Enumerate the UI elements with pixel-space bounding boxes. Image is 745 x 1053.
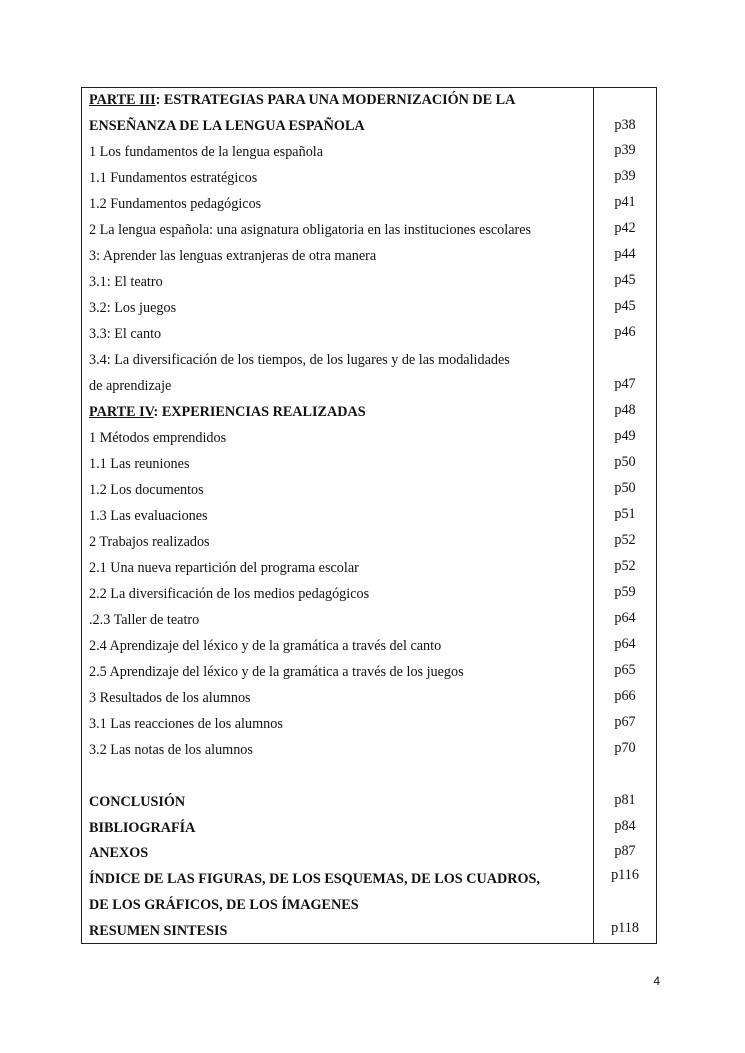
toc-page-number: p45 [614, 272, 636, 288]
toc-entry-text: 1.1 Las reuniones [89, 456, 190, 472]
toc-page-number: p59 [614, 584, 636, 600]
toc-page-number: p81 [614, 792, 636, 808]
toc-entry-text: 3.4: La diversificación de los tiempos, de los lugares y de las modalidades [89, 352, 510, 368]
toc-page-number: p118 [611, 920, 639, 936]
toc-page-number: p52 [614, 532, 636, 548]
toc-page-number: p66 [614, 688, 636, 704]
toc-entry-text: 2 Trabajos realizados [89, 534, 210, 550]
toc-entry [82, 556, 656, 582]
toc-page-number: p50 [614, 480, 636, 496]
toc-page-number: p41 [614, 194, 636, 210]
toc-page-number: p64 [614, 610, 636, 626]
toc-entry-part3-line2 [82, 114, 656, 140]
toc-entry-text: 2.1 Una nueva repartición del programa escolar [89, 560, 359, 576]
toc-entry-anexos [82, 841, 656, 867]
toc-entry [82, 452, 656, 478]
part3-prefix: PARTE III [89, 92, 156, 108]
toc-entry [82, 218, 656, 244]
toc-page-number: p65 [614, 662, 636, 678]
toc-page-number: p49 [614, 428, 636, 444]
part3-title-line1: : ESTRATEGIAS PARA UNA MODERNIZACIÓN DE LA [155, 92, 516, 108]
toc-page-number: p64 [614, 636, 636, 652]
toc-page-number: p46 [614, 324, 636, 340]
toc-page-number: p38 [614, 117, 636, 133]
toc-page-number: p67 [614, 714, 636, 730]
toc-page-number: p39 [614, 142, 636, 158]
toc-entry [82, 582, 656, 608]
toc-entry-text: ANEXOS [89, 845, 149, 861]
table-of-contents [81, 87, 657, 944]
toc-entry-text: 3 Resultados de los alumnos [89, 690, 251, 706]
toc-entry-line2 [82, 374, 656, 400]
part4-title: : EXPERIENCIAS REALIZADAS [153, 404, 366, 420]
toc-entry [82, 270, 656, 296]
toc-page-number: p44 [614, 246, 636, 262]
toc-entry [82, 712, 656, 738]
toc-page-number: p42 [614, 220, 636, 236]
toc-page-number: p116 [611, 867, 639, 883]
toc-entry [82, 478, 656, 504]
toc-entry [82, 426, 656, 452]
toc-page-number: p39 [614, 168, 636, 184]
toc-entry-text: ÍNDICE DE LAS FIGURAS, DE LOS ESQUEMAS, DE LOS CUADROS, [89, 871, 540, 887]
toc-page-number: p47 [614, 376, 636, 392]
toc-entry-text: 1 Métodos emprendidos [89, 430, 227, 446]
toc-entry-text: RESUMEN SINTESIS [89, 923, 228, 939]
toc-entry [82, 738, 656, 764]
toc-entry-text: 1.1 Fundamentos estratégicos [89, 170, 258, 186]
toc-entry-text [89, 90, 515, 110]
toc-entry-text: 3.1 Las reacciones de los alumnos [89, 716, 283, 732]
toc-page-number: p52 [614, 558, 636, 574]
toc-page-number: p70 [614, 740, 636, 756]
toc-entry-text: de aprendizaje [89, 378, 172, 394]
toc-entry-text: 2.2 La diversificación de los medios pedagógicos [89, 586, 370, 602]
toc-entry-text: DE LOS GRÁFICOS, DE LOS ÍMAGENES [89, 897, 359, 913]
toc-entry [82, 660, 656, 686]
toc-entry-text [89, 402, 366, 422]
toc-page-number: p48 [614, 402, 636, 418]
toc-entry-part4 [82, 400, 656, 426]
toc-entry-text: 1.3 Las evaluaciones [89, 508, 208, 524]
toc-entry-text: .2.3 Taller de teatro [89, 612, 200, 628]
toc-entry-text: 1 Los fundamentos de la lengua española [89, 144, 324, 160]
toc-entry-text: 3: Aprender las lenguas extranjeras de otra manera [89, 248, 377, 264]
toc-page-number: p45 [614, 298, 636, 314]
part4-prefix: PARTE IV [89, 404, 154, 420]
toc-entry [82, 166, 656, 192]
toc-page-number: p51 [614, 506, 636, 522]
toc-entry-resumen [82, 919, 656, 945]
toc-entry [82, 504, 656, 530]
toc-entry-indice-line1 [82, 867, 656, 893]
part3-title-line2: ENSEÑANZA DE LA LENGUA ESPAÑOLA [89, 118, 365, 134]
toc-page-number: p50 [614, 454, 636, 470]
toc-page-number: p87 [614, 843, 636, 859]
toc-entry-text: 1.2 Los documentos [89, 482, 204, 498]
toc-entry [82, 608, 656, 634]
toc-entry-text: 3.2: Los juegos [89, 300, 177, 316]
toc-entry-part3-line1 [82, 88, 656, 114]
toc-page-number: p84 [614, 818, 636, 834]
toc-entry-line1 [82, 348, 656, 374]
toc-entry [82, 140, 656, 166]
toc-entry-bibliografia [82, 816, 656, 842]
toc-entry [82, 244, 656, 270]
toc-entry [82, 296, 656, 322]
toc-entry-text: 3.2 Las notas de los alumnos [89, 742, 253, 758]
toc-entry [82, 322, 656, 348]
toc-entry [82, 192, 656, 218]
toc-entry-text: 2.4 Aprendizaje del léxico y de la gramática a través del canto [89, 638, 442, 654]
toc-entry-text: 1.2 Fundamentos pedagógicos [89, 196, 262, 212]
toc-entry-text: 3.3: El canto [89, 326, 162, 342]
toc-entry [82, 530, 656, 556]
toc-entry-text: BIBLIOGRAFÍA [89, 820, 196, 836]
toc-entry [82, 686, 656, 712]
toc-entry-text: 2 La lengua española: una asignatura obligatoria en las instituciones escolares [89, 222, 532, 238]
page-number: 4 [653, 974, 660, 988]
toc-entry-indice-line2 [82, 893, 656, 919]
toc-entry-text: 3.1: El teatro [89, 274, 163, 290]
toc-entry-conclusion [82, 790, 656, 816]
toc-entry [82, 634, 656, 660]
toc-entry-text: 2.5 Aprendizaje del léxico y de la gramática a través de los juegos [89, 664, 464, 680]
toc-entry-text: CONCLUSIÓN [89, 794, 186, 810]
